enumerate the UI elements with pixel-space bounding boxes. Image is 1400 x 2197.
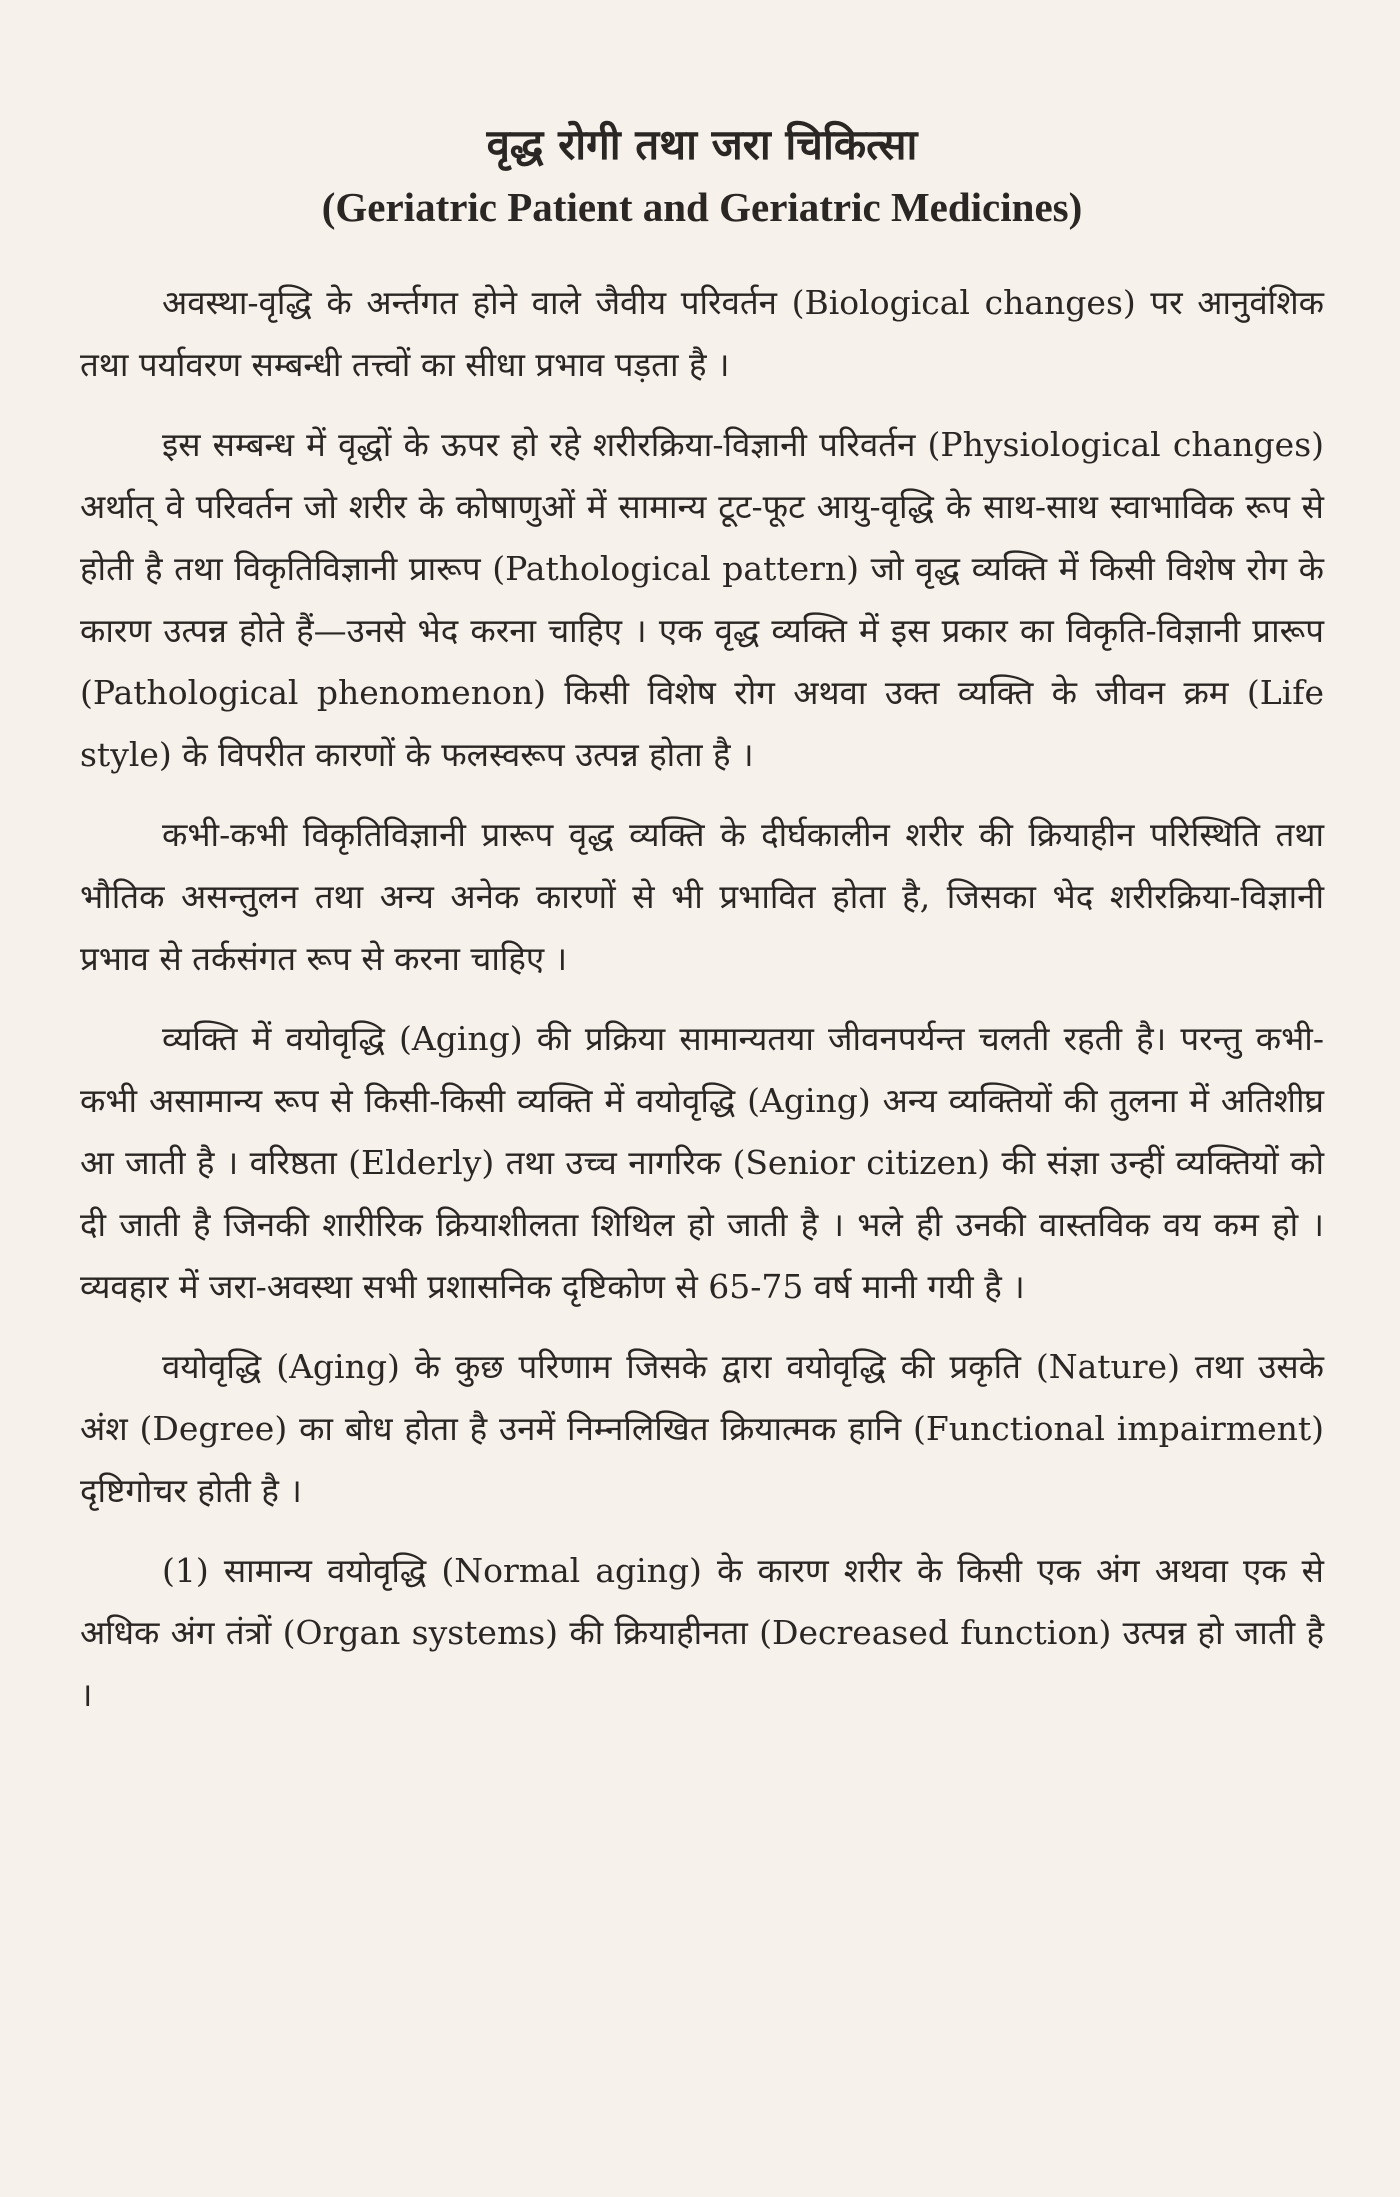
paragraph-normal-aging: (1) सामान्य वयोवृद्धि (Normal aging) के कारण शरीर के किसी एक अंग अथवा एक से अधिक अंग तंत्रों (Organ systems) की क्रियाहीनता (Decreased function) उत्पन्न हो जाती है । [80,1550,1324,1714]
title-english: (Geriatric Patient and Geriatric Medicines) [321,183,1083,230]
paragraph-aging-results: वयोवृद्धि (Aging) के कुछ परिणाम जिसके द्वारा वयोवृद्धि की प्रकृति (Nature) तथा उसके अंश (Degree) का बोध होता है उनमें निम्नलिखित क्रियात्मक हानि (Functional impairment) दृष्टिगोचर होती है । [80,1346,1324,1510]
paragraph-aging: व्यक्ति में वयोवृद्धि (Aging) की प्रक्रिया सामान्यतया जीवनपर्यन्त चलती रहती है। परन्तु कभी-कभी असामान्य रूप से किसी-किसी व्यक्ति में वयोवृद्धि (Aging) अन्य व्यक्तियों की तुलना में अतिशीघ्र आ जाती है । वरिष्ठता (Elderly) तथा उच्च नागरिक (Senior citizen) की संज्ञा उन्हीं व्यक्तियों को दी जाती है जिनकी शारीरिक क्रियाशीलता शिथिल हो जाती है । भले ही उनकी वास्तविक वय कम हो । व्यवहार में जरा-अवस्था सभी प्रशासनिक दृष्टिकोण से 65-75 वर्ष मानी गयी है । [80,1018,1324,1306]
paragraph-physiological-changes: इस सम्बन्ध में वृद्धों के ऊपर हो रहे शरीरक्रिया-विज्ञानी परिवर्तन (Physiological changes) अर्थात् वे परिवर्तन जो शरीर के कोषाणुओं में सामान्य टूट-फूट आयु-वृद्धि के साथ-साथ स्वाभाविक रूप से होती है तथा विकृतिविज्ञानी प्रारूप (Pathological pattern) जो वृद्ध व्यक्ति में किसी विशेष रोग के कारण उत्पन्न होते हैं—उनसे भेद करना चाहिए । एक वृद्ध व्यक्ति में इस प्रकार का विकृति-विज्ञानी प्रारूप (Pathological phenomenon) किसी विशेष रोग अथवा उक्त व्यक्ति के जीवन क्रम (Life style) के विपरीत कारणों के फलस्वरूप उत्पन्न होता है । [80,424,1324,774]
paragraph-pathological-pattern: कभी-कभी विकृतिविज्ञानी प्रारूप वृद्ध व्यक्ति के दीर्घकालीन शरीर की क्रियाहीन परिस्थिति तथा भौतिक असन्तुलन तथा अन्य अनेक कारणों से भी प्रभावित होता है, जिसका भेद शरीरक्रिया-विज्ञानी प्रभाव से तर्कसंगत रूप से करना चाहिए । [80,814,1324,978]
title-hindi: वृद्ध रोगी तथा जरा चिकित्सा [486,120,918,169]
paragraph-biological-changes: अवस्था-वृद्धि के अर्न्तगत होने वाले जैवीय परिवर्तन (Biological changes) पर आनुवंशिक तथा पर्यावरण सम्बन्धी तत्त्वों का सीधा प्रभाव पड़ता है । [80,282,1324,384]
